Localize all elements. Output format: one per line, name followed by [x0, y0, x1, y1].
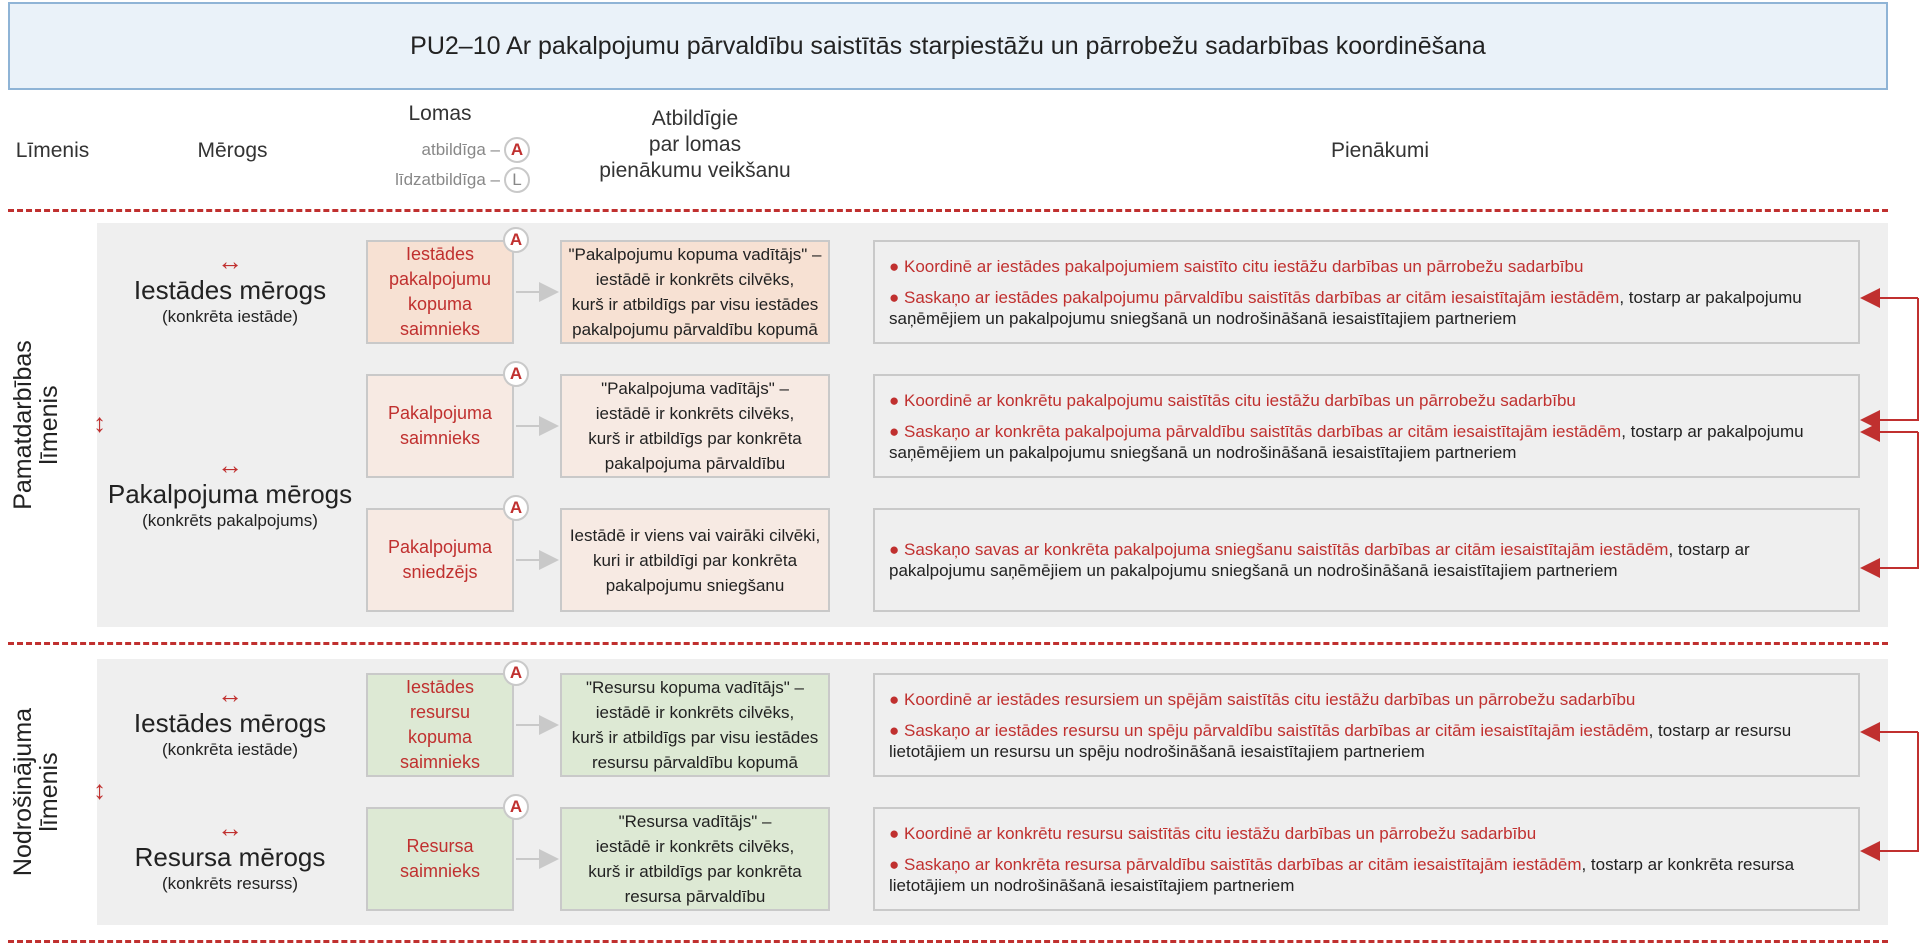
level-core-line1: Pamatdarbības	[9, 340, 37, 510]
role-line: saimnieks	[399, 428, 481, 448]
link-arrow-mid	[1862, 432, 1918, 568]
resp-line: resursa pārvaldību	[624, 887, 766, 906]
role-line: saimnieks	[399, 752, 481, 772]
duty-item: ● Koordinē ar iestādes pakalpojumiem saistīto citu iestāžu darbības un pārrobežu sadarbību	[889, 256, 1584, 276]
title-text: PU2–10 Ar pakalpojumu pārvaldību saistītās starpiestāžu un pārrobežu sadarbības koordinēšana	[410, 31, 1486, 60]
responsible-badge: A	[503, 361, 529, 387]
legend-l-badge: L	[504, 167, 530, 193]
scope-subtitle: (konkrēts pakalpojums)	[142, 511, 318, 530]
role-to-responsible-arrows	[516, 292, 557, 859]
level-core-line2: līmenis	[35, 385, 63, 465]
legend-a-label: atbildīga –	[421, 140, 500, 159]
resp-line: kurš ir atbildīgs par konkrēta	[588, 429, 802, 448]
duty-item: ● Koordinē ar konkrētu resursu saistītās citu iestāžu darbības un pārrobežu sadarbību	[889, 823, 1537, 843]
scope-subtitle: (konkrēta iestāde)	[161, 307, 299, 326]
header-responsible-line: pienākumu veikšanu	[599, 159, 791, 182]
resp-line: iestādē ir konkrēts cilvēks,	[595, 270, 795, 289]
resp-line: kurš ir atbildīgs par konkrēta	[588, 862, 802, 881]
scope-title: Iestādes mērogs	[133, 708, 327, 738]
duty-black-text: , tostarp ar resursu lietotājiem un resursu un spēju nodrošināšanā iesaistītajiem partneriem	[889, 720, 1792, 761]
resp-line: resursu pārvaldību kopumā	[591, 753, 798, 772]
role-line: sniedzējs	[402, 562, 478, 582]
legend-a-badge: A	[504, 137, 530, 163]
scope-title: Pakalpojuma mērogs	[107, 479, 353, 509]
role-line: Pakalpojuma	[387, 537, 493, 557]
scope-subtitle: (konkrēta iestāde)	[161, 740, 299, 759]
role-line: Pakalpojuma	[387, 403, 493, 423]
duty-black-text: , tostarp ar pakalpojumu saņēmējiem un pakalpojumu sniegšanā un nodrošināšanā iesaistītajiem partneriem	[889, 287, 1802, 328]
resp-line: Iestādē ir viens vai vairāki cilvēki,	[569, 525, 821, 545]
responsible-badge: A	[503, 660, 529, 686]
responsible-badge: A	[503, 495, 529, 521]
scope-arrow: ↔	[217, 246, 243, 276]
role-line: saimnieks	[399, 861, 481, 881]
level-core-arrow: ↔	[80, 412, 110, 438]
header-roles: Lomas	[408, 102, 472, 125]
responsible-badge: A	[503, 227, 529, 253]
role-line: resursu	[409, 702, 471, 722]
duty-black-text: , tostarp ar pakalpojumu saņēmējiem un pakalpojumu sniegšanā un nodrošināšanā iesaistītajiem partneriem	[889, 421, 1804, 462]
duty-red-text: ● Saskaņo ar konkrēta pakalpojuma pārvaldību saistītās darbības ar citām iesaistītajām iestādēm	[889, 421, 1622, 441]
duty-item: ● Koordinē ar iestādes resursiem un spējām saistītās citu iestāžu darbības un pārrobežu sadarbību	[889, 689, 1636, 709]
resp-line: "Pakalpojumu kopuma vadītājs" –	[568, 245, 822, 264]
role-line: kopuma	[407, 294, 473, 314]
role-line: Resursa	[406, 836, 474, 856]
resp-line: kurš ir atbildīgs par visu iestādes	[571, 728, 819, 747]
resp-line: kuri ir atbildīgi par konkrēta	[592, 550, 798, 570]
header-responsible-line: Atbildīgie	[651, 107, 739, 130]
scope-title: Iestādes mērogs	[133, 275, 327, 305]
header-duties: Pienākumi	[1330, 139, 1430, 162]
duty-red-text: ● Saskaņo ar iestādes resursu un spēju pārvaldību saistītās darbības ar citām iesaistītajām iestādēm	[889, 720, 1649, 740]
level-support-line1: Nodrošinājuma	[9, 707, 37, 877]
responsible-badge: A	[503, 794, 529, 820]
resp-line: kurš ir atbildīgs par visu iestādes	[571, 295, 819, 314]
link-arrow-support	[1862, 732, 1918, 851]
level-support-arrow: ↔	[80, 779, 110, 805]
role-line: Iestādes	[405, 244, 475, 264]
duty-link-arrows	[1862, 298, 1918, 851]
scope-arrow: ↔	[217, 813, 243, 843]
header-level: Līmenis	[15, 139, 90, 162]
duty-red-text: ● Saskaņo ar konkrēta resursa pārvaldību saistītās darbības ar citām iesaistītajām iestādēm	[889, 854, 1582, 874]
scope-subtitle: (konkrēts resurss)	[161, 874, 299, 893]
resp-line: iestādē ir konkrēts cilvēks,	[595, 837, 795, 856]
resp-line: "Resursu kopuma vadītājs" –	[585, 678, 805, 697]
duty-item: ● Koordinē ar konkrētu pakalpojumu saistītās citu iestāžu darbības un pārrobežu sadarbību	[889, 390, 1576, 410]
header-responsible-line: par lomas	[648, 133, 742, 156]
level-support-line2: līmenis	[35, 752, 63, 832]
duty-black-text: , tostarp ar konkrēta resursa lietotājiem un nodrošināšanā iesaistītajiem partneriem	[889, 854, 1795, 895]
resp-line: pakalpojumu sniegšanu	[605, 575, 785, 595]
link-arrow-top	[1862, 298, 1918, 420]
resp-line: iestādē ir konkrēts cilvēks,	[595, 703, 795, 722]
resp-line: "Pakalpojuma vadītājs" –	[601, 379, 789, 398]
header-scope: Mērogs	[197, 139, 268, 162]
legend-l-label: līdzatbildīga –	[395, 170, 500, 189]
scope-title: Resursa mērogs	[134, 842, 326, 872]
scope-arrow: ↔	[217, 450, 243, 480]
role-line: Iestādes	[405, 677, 475, 697]
scope-arrow: ↔	[217, 679, 243, 709]
duty-red-text: ● Saskaņo ar iestādes pakalpojumu pārvaldību saistītās darbības ar citām iesaistītajām iestādēm	[889, 287, 1620, 307]
duty-red-text: ● Saskaņo savas ar konkrēta pakalpojuma sniegšanu saistītās darbības ar citām iesaistītajām iestādēm	[889, 540, 1669, 559]
resp-line: "Resursa vadītājs" –	[618, 812, 772, 831]
resp-line: iestādē ir konkrēts cilvēks,	[595, 404, 795, 423]
resp-line: pakalpojumu pārvaldību kopumā	[572, 320, 818, 339]
role-line: kopuma	[407, 727, 473, 747]
duty-black-text: , tostarp ar pakalpojumu saņēmējiem un pakalpojumu sniegšanā un nodrošināšanā iesaistītajiem partneriem	[889, 540, 1750, 580]
role-line: pakalpojumu	[388, 269, 492, 289]
role-line: saimnieks	[399, 319, 480, 339]
resp-line: pakalpojuma pārvaldību	[604, 454, 786, 473]
